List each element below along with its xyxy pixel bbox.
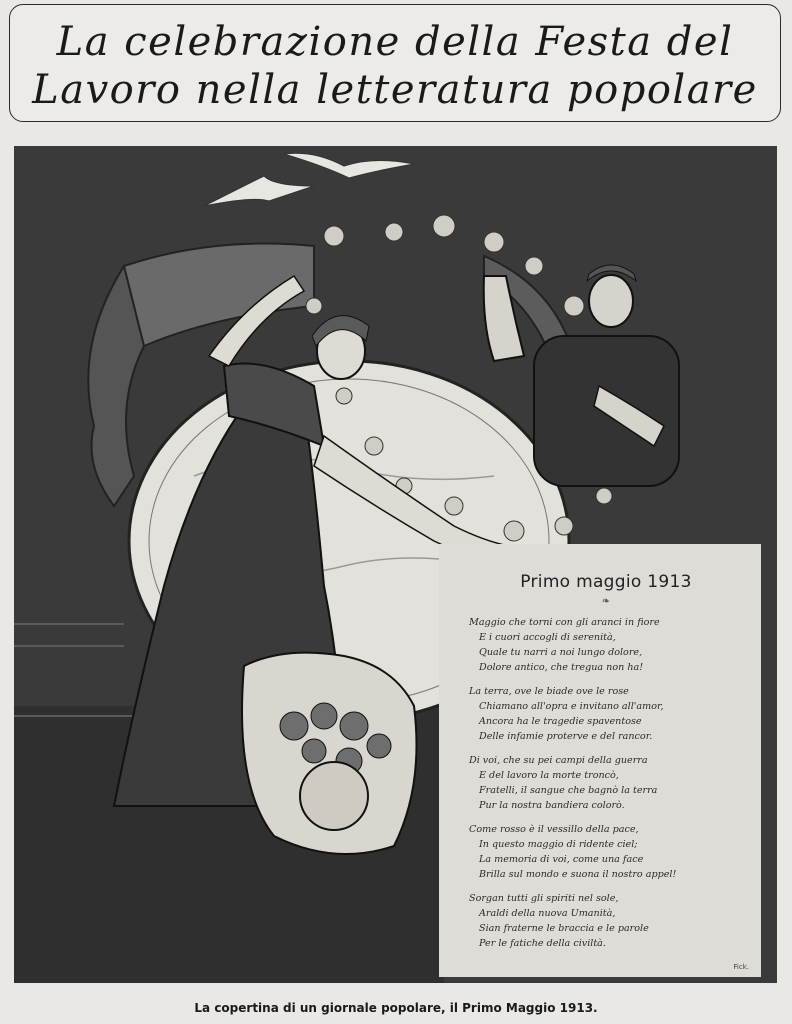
verse: Quale tu narri a noi lungo dolore, <box>479 647 643 658</box>
poem-stanza-4 <box>469 822 743 882</box>
figure-caption: La copertina di un giornale popolare, il Primo Maggio 1913. <box>194 1001 598 1015</box>
verse: Sorgan tutti gli spiriti nel sole, <box>469 893 619 904</box>
verse: La terra, ove le biade ove le rose <box>469 686 629 697</box>
poem-title: Primo maggio 1913 <box>520 572 692 592</box>
headline-box <box>9 4 781 122</box>
poem-sheet <box>439 544 761 977</box>
poem-stanza-1 <box>469 615 743 675</box>
verse: Come rosso è il vessillo della pace, <box>469 824 639 835</box>
poem-stanza-2 <box>469 684 743 744</box>
verse: Dolore antico, che tregua non ha! <box>479 662 644 673</box>
cornucopia-basket <box>242 653 417 854</box>
ornament-icon: ❧ <box>601 596 611 607</box>
verse: In questo maggio di ridente ciel; <box>479 839 638 850</box>
verse: E i cuori accogli di serenità, <box>479 632 616 643</box>
poem-stanza-3 <box>469 753 743 813</box>
headline-line-2: Lavoro nella letteratura popolare <box>32 67 758 113</box>
verse: Chiamano all'opra e invitano all'amor, <box>479 701 664 712</box>
verse: Per le fatiche della civiltà. <box>479 938 606 949</box>
headline-line-1: La celebrazione della Festa del <box>56 19 734 65</box>
cover-illustration <box>14 146 777 983</box>
verse: Fratelli, il sangue che bagnò la terra <box>479 785 658 796</box>
verse: Pur la nostra bandiera colorò. <box>479 800 625 811</box>
verse: Brilla sul mondo e suona il nostro appel! <box>479 869 677 880</box>
verse: E del lavoro la morte troncò, <box>479 770 619 781</box>
verse: Di voi, che su pei campi della guerra <box>469 755 648 766</box>
verse: Sian fraterne le braccia e le parole <box>479 923 649 934</box>
verse: Araldi della nuova Umanità, <box>479 908 616 919</box>
verse: Ancora ha le tragedie spaventose <box>479 716 642 727</box>
poem-stanza-5 <box>469 891 743 951</box>
verse: Delle infamie proterve e del rancor. <box>479 731 653 742</box>
verse: Maggio che torni con gli aranci in fiore <box>469 617 660 628</box>
poem-signature: Fick. <box>733 963 749 971</box>
verse: La memoria di voi, come una face <box>479 854 644 865</box>
